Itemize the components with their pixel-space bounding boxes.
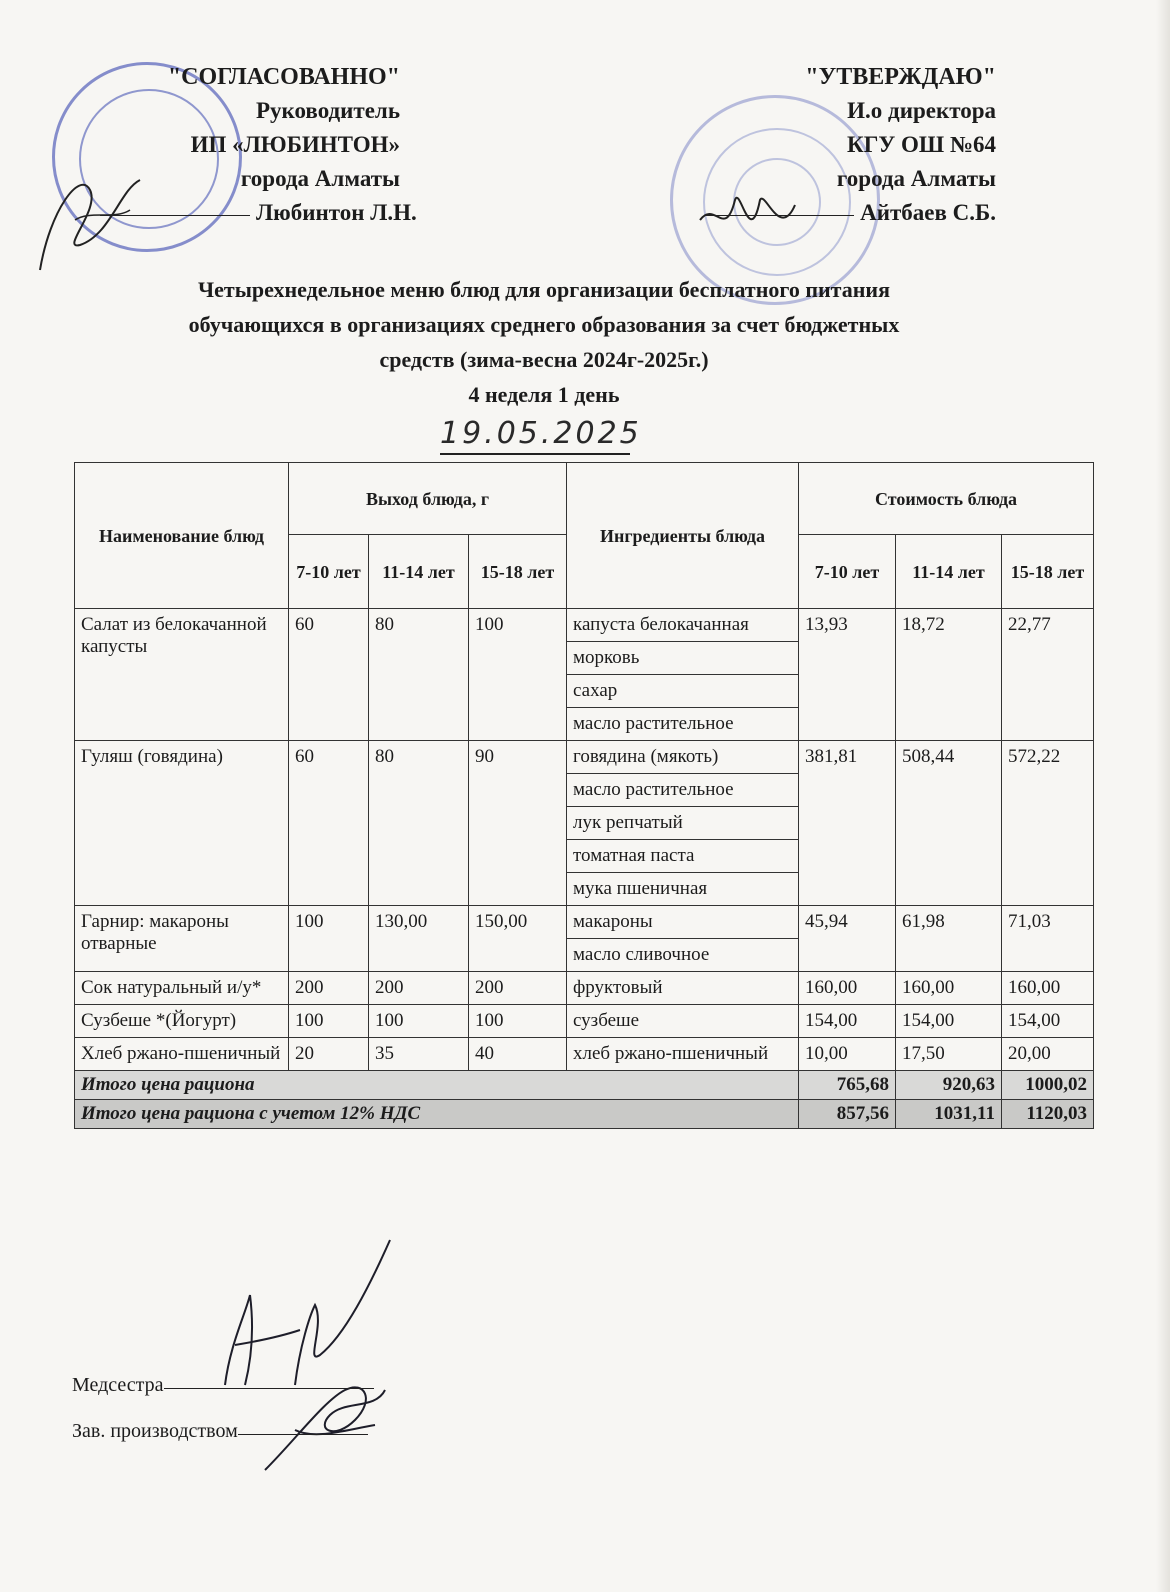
total-vat-row — [75, 1100, 1094, 1129]
title-line: обучающихся в организациях среднего образования за счет бюджетных — [188, 312, 900, 337]
yield-cell: 80 — [369, 609, 469, 741]
table-row — [75, 741, 1094, 774]
ingredient-cell: масло растительное — [567, 774, 799, 807]
yield-cell: 200 — [469, 972, 567, 1005]
ingredient-cell: макароны — [567, 906, 799, 939]
approval-left-role: Руководитель — [256, 98, 400, 123]
signature-left — [20, 150, 160, 280]
ingredient-cell: сузбеше — [567, 1005, 799, 1038]
total-value: 920,63 — [896, 1071, 1002, 1100]
cost-cell: 572,22 — [1002, 741, 1094, 906]
approval-right-org: КГУ ОШ №64 — [847, 132, 996, 157]
header-yield: Выход блюда, г — [289, 463, 567, 535]
cost-cell: 22,77 — [1002, 609, 1094, 741]
cost-cell: 160,00 — [1002, 972, 1094, 1005]
total-vat-value: 1031,11 — [896, 1100, 1002, 1129]
yield-cell: 100 — [289, 1005, 369, 1038]
yield-cell: 60 — [289, 609, 369, 741]
header-yield-age: 7-10 лет — [289, 535, 369, 609]
yield-cell: 100 — [469, 1005, 567, 1038]
signature-right — [695, 180, 805, 260]
table-row — [75, 906, 1094, 939]
production-signature-field — [72, 1420, 368, 1443]
title-line: Четырехнедельное меню блюд для организации бесплатного питания — [197, 277, 890, 302]
yield-cell: 90 — [469, 741, 567, 906]
total-vat-value: 857,56 — [799, 1100, 896, 1129]
header-ingredients: Ингредиенты блюда — [567, 463, 799, 609]
approval-left-city: города Алматы — [240, 166, 400, 191]
approval-left-org: ИП «ЛЮБИНТОН» — [190, 132, 400, 157]
cost-cell: 20,00 — [1002, 1038, 1094, 1071]
yield-cell: 200 — [369, 972, 469, 1005]
approval-left-name: Любинтон Л.Н. — [256, 200, 417, 225]
ingredient-cell: лук репчатый — [567, 807, 799, 840]
cost-cell: 154,00 — [1002, 1005, 1094, 1038]
cost-cell: 508,44 — [896, 741, 1002, 906]
yield-cell: 130,00 — [369, 906, 469, 972]
header-cost-age: 15-18 лет — [1002, 535, 1094, 609]
yield-cell: 40 — [469, 1038, 567, 1071]
handwritten-date: 19.05.2025 — [440, 415, 630, 455]
menu-table — [74, 462, 1094, 1129]
total-value: 765,68 — [799, 1071, 896, 1100]
table-row — [75, 1005, 1094, 1038]
approval-right-role: И.о директора — [847, 98, 996, 123]
total-vat-label: Итого цена рациона с учетом 12% НДС — [75, 1100, 799, 1129]
dish-name: Сок натуральный и/у* — [75, 972, 289, 1005]
ingredient-cell: морковь — [567, 642, 799, 675]
dish-name: Сузбеше *(Йогурт) — [75, 1005, 289, 1038]
ingredient-cell: масло растительное — [567, 708, 799, 741]
cost-cell: 45,94 — [799, 906, 896, 972]
cost-cell: 13,93 — [799, 609, 896, 741]
cost-cell: 160,00 — [896, 972, 1002, 1005]
table-row — [75, 1038, 1094, 1071]
approval-right-city: города Алматы — [836, 166, 996, 191]
ingredient-cell: мука пшеничная — [567, 873, 799, 906]
menu-title — [60, 272, 1028, 412]
total-label: Итого цена рациона — [75, 1071, 799, 1100]
yield-cell: 60 — [289, 741, 369, 906]
cost-cell: 10,00 — [799, 1038, 896, 1071]
yield-cell: 200 — [289, 972, 369, 1005]
ingredient-cell: капуста белокачанная — [567, 609, 799, 642]
title-line: средств (зима-весна 2024г-2025г.) — [379, 347, 709, 372]
ingredient-cell: масло сливочное — [567, 939, 799, 972]
yield-cell: 100 — [469, 609, 567, 741]
header-dish: Наименование блюд — [75, 463, 289, 609]
ingredient-cell: сахар — [567, 675, 799, 708]
production-signature-line — [238, 1434, 368, 1435]
total-value: 1000,02 — [1002, 1071, 1094, 1100]
nurse-label: Медсестра — [72, 1374, 164, 1396]
yield-cell: 150,00 — [469, 906, 567, 972]
yield-cell: 100 — [289, 906, 369, 972]
cost-cell: 160,00 — [799, 972, 896, 1005]
nurse-signature-field — [72, 1374, 374, 1397]
title-line: 4 неделя 1 день — [468, 382, 620, 407]
production-label: Зав. производством — [72, 1420, 238, 1442]
cost-cell: 18,72 — [896, 609, 1002, 741]
cost-cell: 61,98 — [896, 906, 1002, 972]
yield-cell: 80 — [369, 741, 469, 906]
ingredient-cell: фруктовый — [567, 972, 799, 1005]
cost-cell: 17,50 — [896, 1038, 1002, 1071]
dish-name: Хлеб ржано-пшеничный — [75, 1038, 289, 1071]
ingredient-cell: хлеб ржано-пшеничный — [567, 1038, 799, 1071]
cost-cell: 154,00 — [799, 1005, 896, 1038]
header-yield-age: 11-14 лет — [369, 535, 469, 609]
table-row — [75, 609, 1094, 642]
cost-cell: 71,03 — [1002, 906, 1094, 972]
dish-name: Гуляш (говядина) — [75, 741, 289, 906]
cost-cell: 154,00 — [896, 1005, 1002, 1038]
total-vat-value: 1120,03 — [1002, 1100, 1094, 1129]
ingredient-cell: говядина (мякоть) — [567, 741, 799, 774]
dish-name: Гарнир: макароны отварные — [75, 906, 289, 972]
table-row — [75, 972, 1094, 1005]
ingredient-cell: томатная паста — [567, 840, 799, 873]
nurse-signature-line — [164, 1388, 374, 1389]
approval-left-title: "СОГЛАСОВАННО" — [167, 64, 400, 90]
page-edge — [1156, 0, 1170, 1592]
approval-right-title: "УТВЕРЖДАЮ" — [805, 64, 996, 90]
header-cost-age: 11-14 лет — [896, 535, 1002, 609]
header-cost: Стоимость блюда — [799, 463, 1094, 535]
dish-name: Салат из белокачанной капусты — [75, 609, 289, 741]
approval-right-name: Айтбаев С.Б. — [860, 200, 996, 225]
header-cost-age: 7-10 лет — [799, 535, 896, 609]
total-row — [75, 1071, 1094, 1100]
cost-cell: 381,81 — [799, 741, 896, 906]
yield-cell: 20 — [289, 1038, 369, 1071]
yield-cell: 35 — [369, 1038, 469, 1071]
header-yield-age: 15-18 лет — [469, 535, 567, 609]
yield-cell: 100 — [369, 1005, 469, 1038]
